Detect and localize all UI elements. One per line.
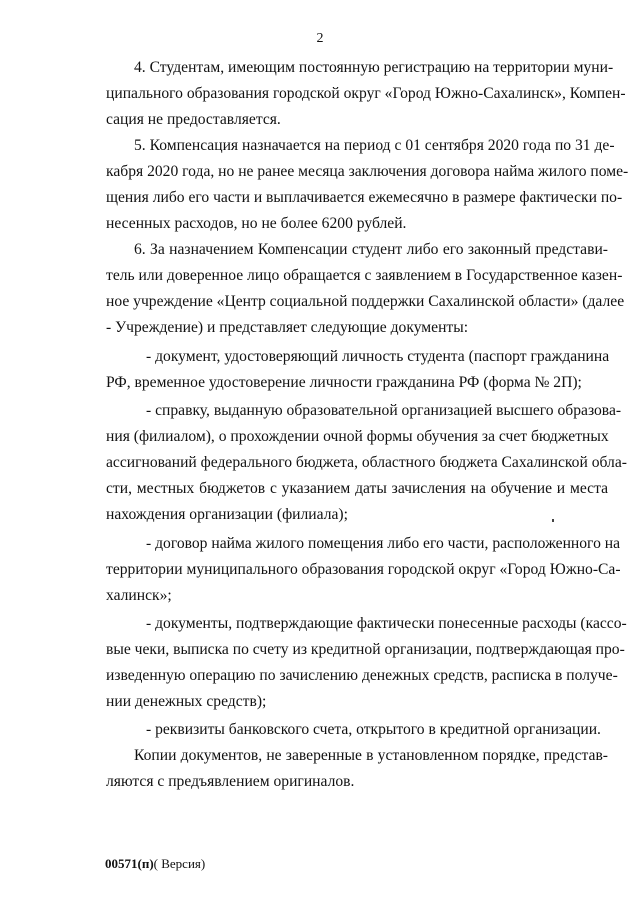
page-number: 2 <box>316 31 324 46</box>
paragraph-line: тель или доверенное лицо обращается с заявлением в Государственное казен- <box>106 267 623 284</box>
paragraph-line: вые чеки, выписка по счету из кредитной организации, подтверждающая про- <box>106 641 625 658</box>
paragraph-line: - реквизиты банковского счета, открытого в кредитной организации. <box>146 721 601 738</box>
paragraph-line: сация не предоставляется. <box>106 111 281 128</box>
paragraph-line: ния (филиалом), о прохождении очной формы обучения за счет бюджетных <box>106 428 609 445</box>
paragraph-line: - Учреждение) и представляет следующие документы: <box>106 319 469 336</box>
paragraph-line: ассигнований федерального бюджета, областного бюджета Сахалинской обла- <box>106 454 627 471</box>
paragraph-line: территории муниципального образования городской округ «Город Южно-Са- <box>106 561 621 578</box>
paragraph-line: - документ, удостоверяющий личность студента (паспорт гражданина <box>146 348 610 365</box>
paragraph-line: кабря 2020 года, но не ранее месяца заключения договора найма жилого поме- <box>106 163 629 180</box>
paragraph-line: изведенную операцию по зачислению денежных средств, расписка в получе- <box>106 667 618 684</box>
version-label: ( Версия) <box>153 856 206 871</box>
scan-speck <box>552 519 554 522</box>
document-code: 00571(п) <box>105 856 154 871</box>
paragraph-line: - документы, подтверждающие фактически понесенные расходы (кассо- <box>146 615 627 632</box>
paragraph-line: РФ, временное удостоверение личности гражданина РФ (форма № 2П); <box>106 374 582 391</box>
paragraph-line: 6. За назначением Компенсации студент либо его законный представи- <box>134 241 608 258</box>
paragraph-line: халинск»; <box>106 587 172 604</box>
document-footer <box>105 856 205 872</box>
paragraph-line: 4. Студентам, имеющим постоянную регистрацию на территории муни- <box>134 59 614 76</box>
paragraph-line: ляются с предъявлением оригиналов. <box>106 773 355 790</box>
paragraph-line: - справку, выданную образовательной организацией высшего образова- <box>146 402 622 419</box>
paragraph-line: несенных расходов, но не более 6200 рублей. <box>106 215 407 232</box>
paragraph-line: нии денежных средств); <box>106 693 267 710</box>
paragraph-line: ное учреждение «Центр социальной поддержки Сахалинской области» (далее <box>106 293 625 310</box>
paragraph-line: Копии документов, не заверенные в установленном порядке, представ- <box>134 747 608 764</box>
paragraph-line: 5. Компенсация назначается на период с 01 сентября 2020 года по 31 де- <box>134 137 615 154</box>
paragraph-line: - договор найма жилого помещения либо его части, расположенного на <box>146 535 621 552</box>
paragraph-line: нахождения организации (филиала); <box>106 506 348 523</box>
paragraph-line: сти, местных бюджетов с указанием даты зачисления на обучение и места <box>106 480 608 497</box>
paragraph-line: щения либо его части и выплачивается ежемесячно в размере фактически по- <box>106 189 623 206</box>
paragraph-line: ципального образования городской округ «Город Южно-Сахалинск», Компен- <box>106 85 626 102</box>
